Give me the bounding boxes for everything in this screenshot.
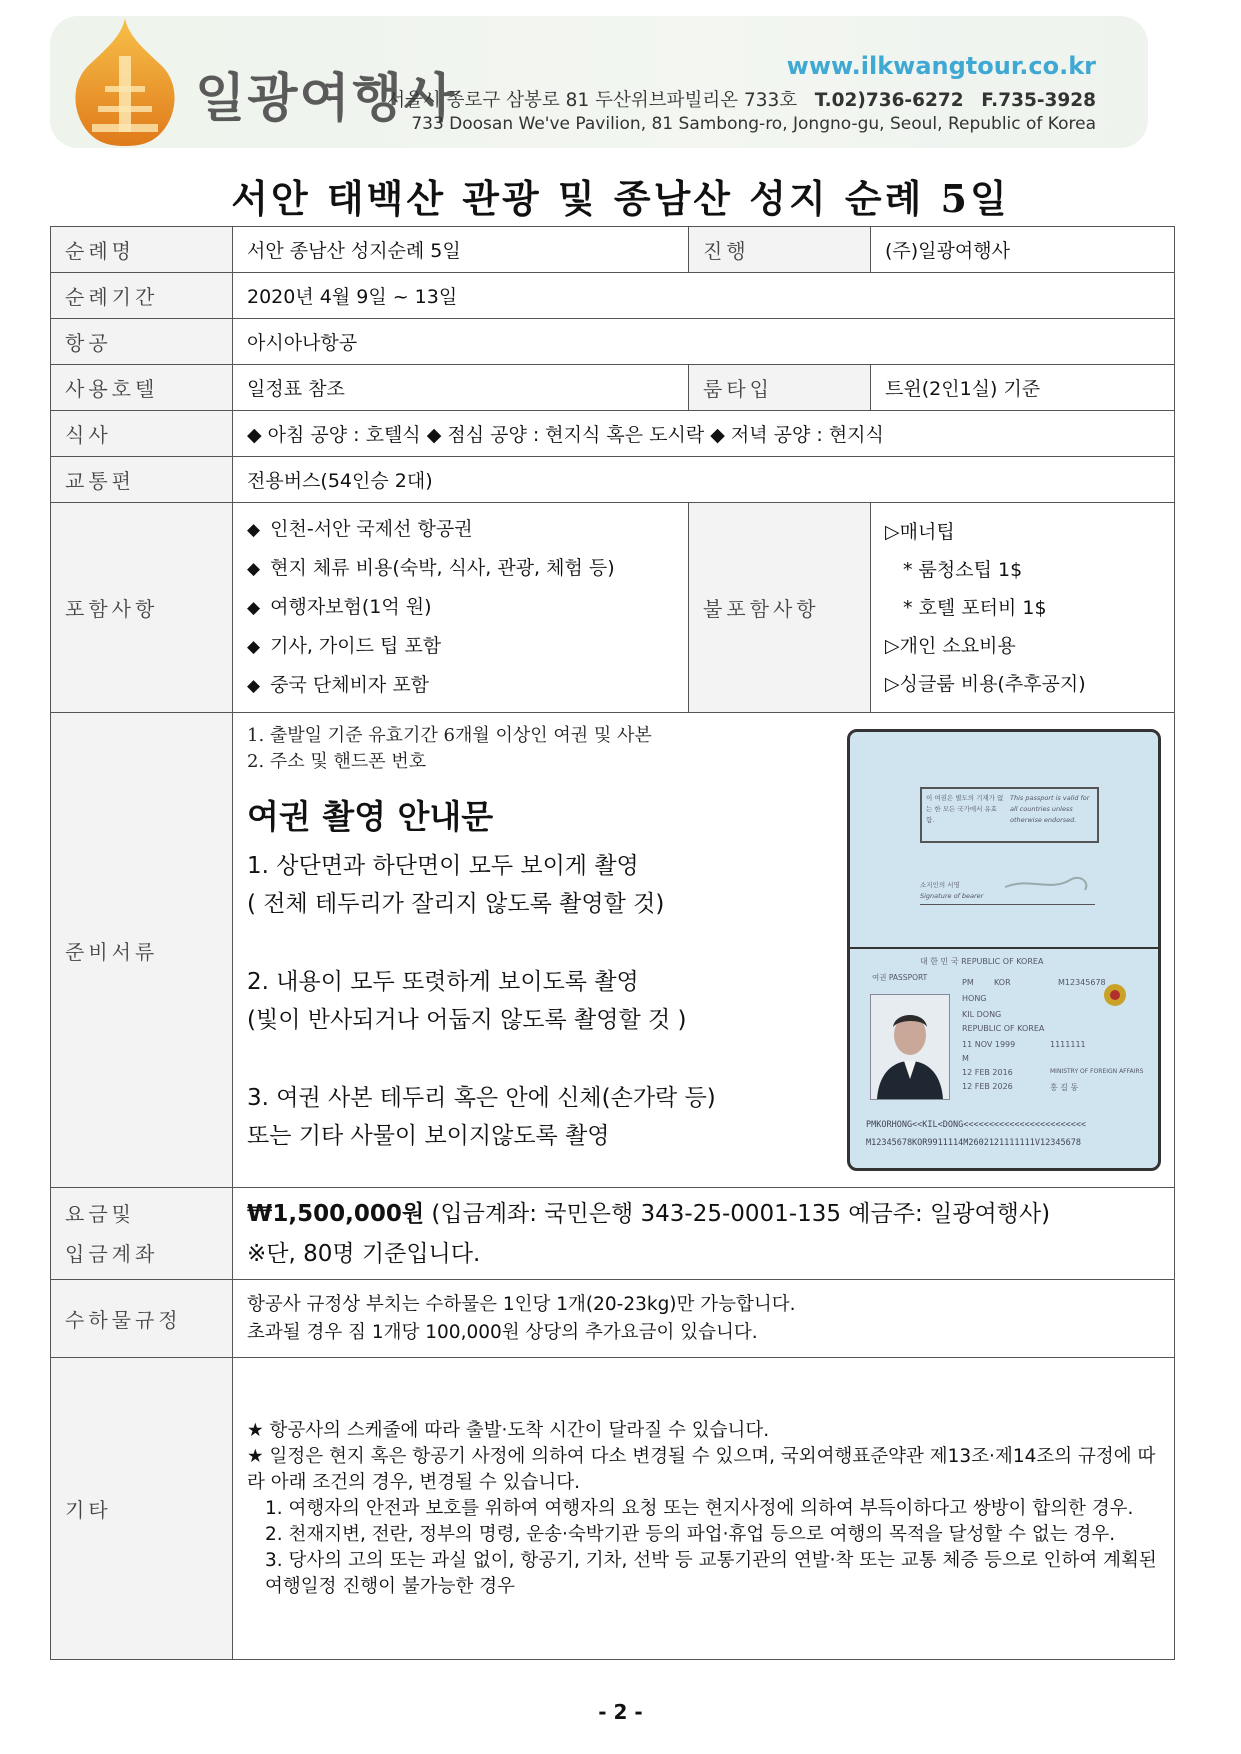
fare-cell [233, 1188, 1175, 1280]
included-item: ◆ 인천-서안 국제선 항공권 [247, 518, 473, 540]
excluded-item: * 호텔 포터비 1$ [903, 596, 1047, 619]
value-airline: 아시아나항공 [233, 319, 1175, 365]
baggage-line-1: 항공사 규정상 부치는 수하물은 1인당 1개(20-23kg)만 가능합니다. [247, 1293, 796, 1315]
header-banner [50, 16, 1148, 148]
label-excluded: 불포함사항 [689, 503, 871, 713]
value-transport: 전용버스(54인승 2대) [233, 457, 1175, 503]
passport-guide-title: 여권 촬영 안내문 [247, 797, 494, 836]
guide-1b: ( 전체 테두리가 잘리지 않도록 촬영할 것) [247, 891, 665, 917]
row-baggage [51, 1280, 1175, 1358]
guide-1a: 1. 상단면과 하단면이 모두 보이게 촬영 [247, 853, 639, 879]
label-meals: 식사 [51, 411, 233, 457]
doc-line-1: 1. 출발일 기준 유효기간 6개월 이상인 여권 및 사본 [247, 725, 652, 746]
excluded-item: ▷개인 소요비용 [885, 634, 1016, 657]
documents-cell [233, 713, 1175, 1188]
misc-item-2: 2. 천재지변, 전란, 정부의 명령, 운송·숙박기관 등의 파업·휴업 등으로 여행의 목적을 달성할 수 없는 경우. [265, 1523, 1116, 1545]
label-room-type: 룸타입 [689, 365, 871, 411]
passport-sample-image: 이 여권은 별도의 기재가 없는 한 모든 국가에서 유효함. This passport is valid for all countries unless otherwise endorsed. 소지인의 서명 Signature of bearer 대 한 민 국 REPUBLIC OF KOREA 여권 PASSPORT PM KOR M12345678 HONG KIL DONG REPUBLIC OF KOREA 11 NOV 1999 1111111 M 12 FEB 2016 MINISTRY OF FOREIGN AFFAIRS 12 FEB 2026 홍 길 동 PMKORHONG<<KIL<DONG<<<<<<<<<<<<<<<<<<<<<<<< M12345678KOR9911114M2602121111111V12345678 [847, 729, 1161, 1171]
value-room-type: 트윈(2인1실) 기준 [871, 365, 1175, 411]
telephone: T.02)736-6272 [814, 90, 964, 111]
label-transport: 교통편 [51, 457, 233, 503]
required-documents [247, 723, 652, 775]
signature-icon [1000, 862, 1100, 902]
pagoda-logo-icon [70, 16, 180, 148]
guide-3a: 3. 여권 사본 테두리 혹은 안에 신체(손가락 등) [247, 1085, 716, 1111]
label-organizer: 진행 [689, 227, 871, 273]
label-tour-name: 순례명 [51, 227, 233, 273]
value-tour-name: 서안 종남산 성지순례 5일 [233, 227, 689, 273]
excluded-item: * 룸청소팁 1$ [903, 558, 1023, 581]
row-transport [51, 457, 1175, 503]
misc-item-1: 1. 여행자의 안전과 보호를 위하여 여행자의 요청 또는 현지사정에 의하여 부득이하다고 쌍방이 합의한 경우. [265, 1497, 1134, 1519]
brand-name: 일광여행사 [195, 69, 457, 129]
label-fare-line2: 입금계좌 [65, 1241, 159, 1266]
page-number: - 2 - [598, 1700, 643, 1724]
label-misc: 기타 [51, 1358, 233, 1660]
row-misc [51, 1358, 1175, 1660]
label-documents: 준비서류 [51, 713, 233, 1188]
address-korean [387, 86, 1096, 112]
website-url[interactable]: www.ilkwangtour.co.kr [786, 52, 1096, 80]
row-fare [51, 1188, 1175, 1280]
person-silhouette-icon [871, 995, 949, 1099]
row-included [51, 503, 1175, 713]
value-hotel: 일정표 참조 [233, 365, 689, 411]
passport-photo [870, 994, 950, 1100]
value-organizer: (주)일광여행사 [871, 227, 1175, 273]
baggage-line-2: 초과될 경우 짐 1개당 100,000원 상당의 추가요금이 있습니다. [247, 1321, 758, 1343]
row-documents [51, 713, 1175, 1188]
passport-upper-page: 이 여권은 별도의 기재가 없는 한 모든 국가에서 유효함. This passport is valid for all countries unless otherwise endorsed. 소지인의 서명 Signature of bearer [850, 732, 1158, 949]
misc-cell [233, 1358, 1175, 1660]
row-meals [51, 411, 1175, 457]
doc-line-2: 2. 주소 및 핸드폰 번호 [247, 751, 427, 772]
included-list [233, 503, 689, 713]
included-item: ◆ 현지 체류 비용(숙박, 식사, 관광, 체험 등) [247, 557, 615, 579]
address-english: 733 Doosan We've Pavilion, 81 Sambong-ro, Jongno-gu, Seoul, Republic of Korea [411, 114, 1096, 134]
bank-account: (입금계좌: 국민은행 343-25-0001-135 예금주: 일광여행사) [424, 1200, 1051, 1227]
label-fare [51, 1188, 233, 1280]
endorsement-box: 이 여권은 별도의 기재가 없는 한 모든 국가에서 유효함. This passport is valid for all countries unless otherwise endorsed. [920, 787, 1099, 843]
baggage-cell [233, 1280, 1175, 1358]
national-emblem-icon [1102, 982, 1128, 1008]
excluded-item: ▷싱글룸 비용(추후공지) [885, 672, 1086, 695]
row-period [51, 273, 1175, 319]
misc-item-3: 3. 당사의 고의 또는 과실 없이, 항공기, 기차, 선박 등 교통기관의 연발·착 또는 교통 체증 등으로 인하여 계획된 여행일정 진행이 불가능한 경우 [265, 1549, 1157, 1597]
fare-note: ※단, 80명 기준입니다. [247, 1240, 481, 1267]
row-hotel [51, 365, 1175, 411]
guide-3b: 또는 기타 사물이 보이지않도록 촬영 [247, 1123, 610, 1149]
document-title: 서안 태백산 관광 및 종남산 성지 순례 5일 [231, 176, 1010, 221]
label-included: 포함사항 [51, 503, 233, 713]
value-period: 2020년 4월 9일 ~ 13일 [233, 273, 1175, 319]
included-item: ◆ 중국 단체비자 포함 [247, 674, 430, 696]
fare-amount: ₩1,500,000원 [247, 1200, 425, 1227]
guide-2b: (빛이 반사되거나 어둡지 않도록 촬영할 것 ) [247, 1007, 687, 1033]
guide-2a: 2. 내용이 모두 또렷하게 보이도록 촬영 [247, 969, 639, 995]
excluded-list [871, 503, 1175, 713]
tour-info-table [50, 226, 1175, 1660]
address-ko-text: 서울시 종로구 삼봉로 81 두산위브파빌리온 733호 [387, 90, 798, 111]
included-item: ◆ 기사, 가이드 팁 포함 [247, 635, 442, 657]
label-hotel: 사용호텔 [51, 365, 233, 411]
label-airline: 항공 [51, 319, 233, 365]
misc-star-2: ★ 일정은 현지 혹은 항공기 사정에 의하여 다소 변경될 수 있으며, 국외여행표준약관 제13조·제14조의 규정에 따라 아래 조건의 경우, 변경될 수 있습니다. [247, 1445, 1156, 1493]
excluded-item: ▷매너팁 [885, 520, 955, 543]
row-airline [51, 319, 1175, 365]
misc-star-1: ★ 항공사의 스케줄에 따라 출발·도착 시간이 달라질 수 있습니다. [247, 1419, 770, 1441]
fax: F.735-3928 [981, 90, 1096, 111]
label-period: 순례기간 [51, 273, 233, 319]
row-tour-name [51, 227, 1175, 273]
label-baggage: 수하물규정 [51, 1280, 233, 1358]
label-fare-line1: 요금및 [65, 1201, 135, 1226]
included-item: ◆ 여행자보험(1억 원) [247, 596, 432, 618]
value-meals: ◆ 아침 공양 : 호텔식 ◆ 점심 공양 : 현지식 혹은 도시락 ◆ 저녁 공양 : 현지식 [233, 411, 1175, 457]
